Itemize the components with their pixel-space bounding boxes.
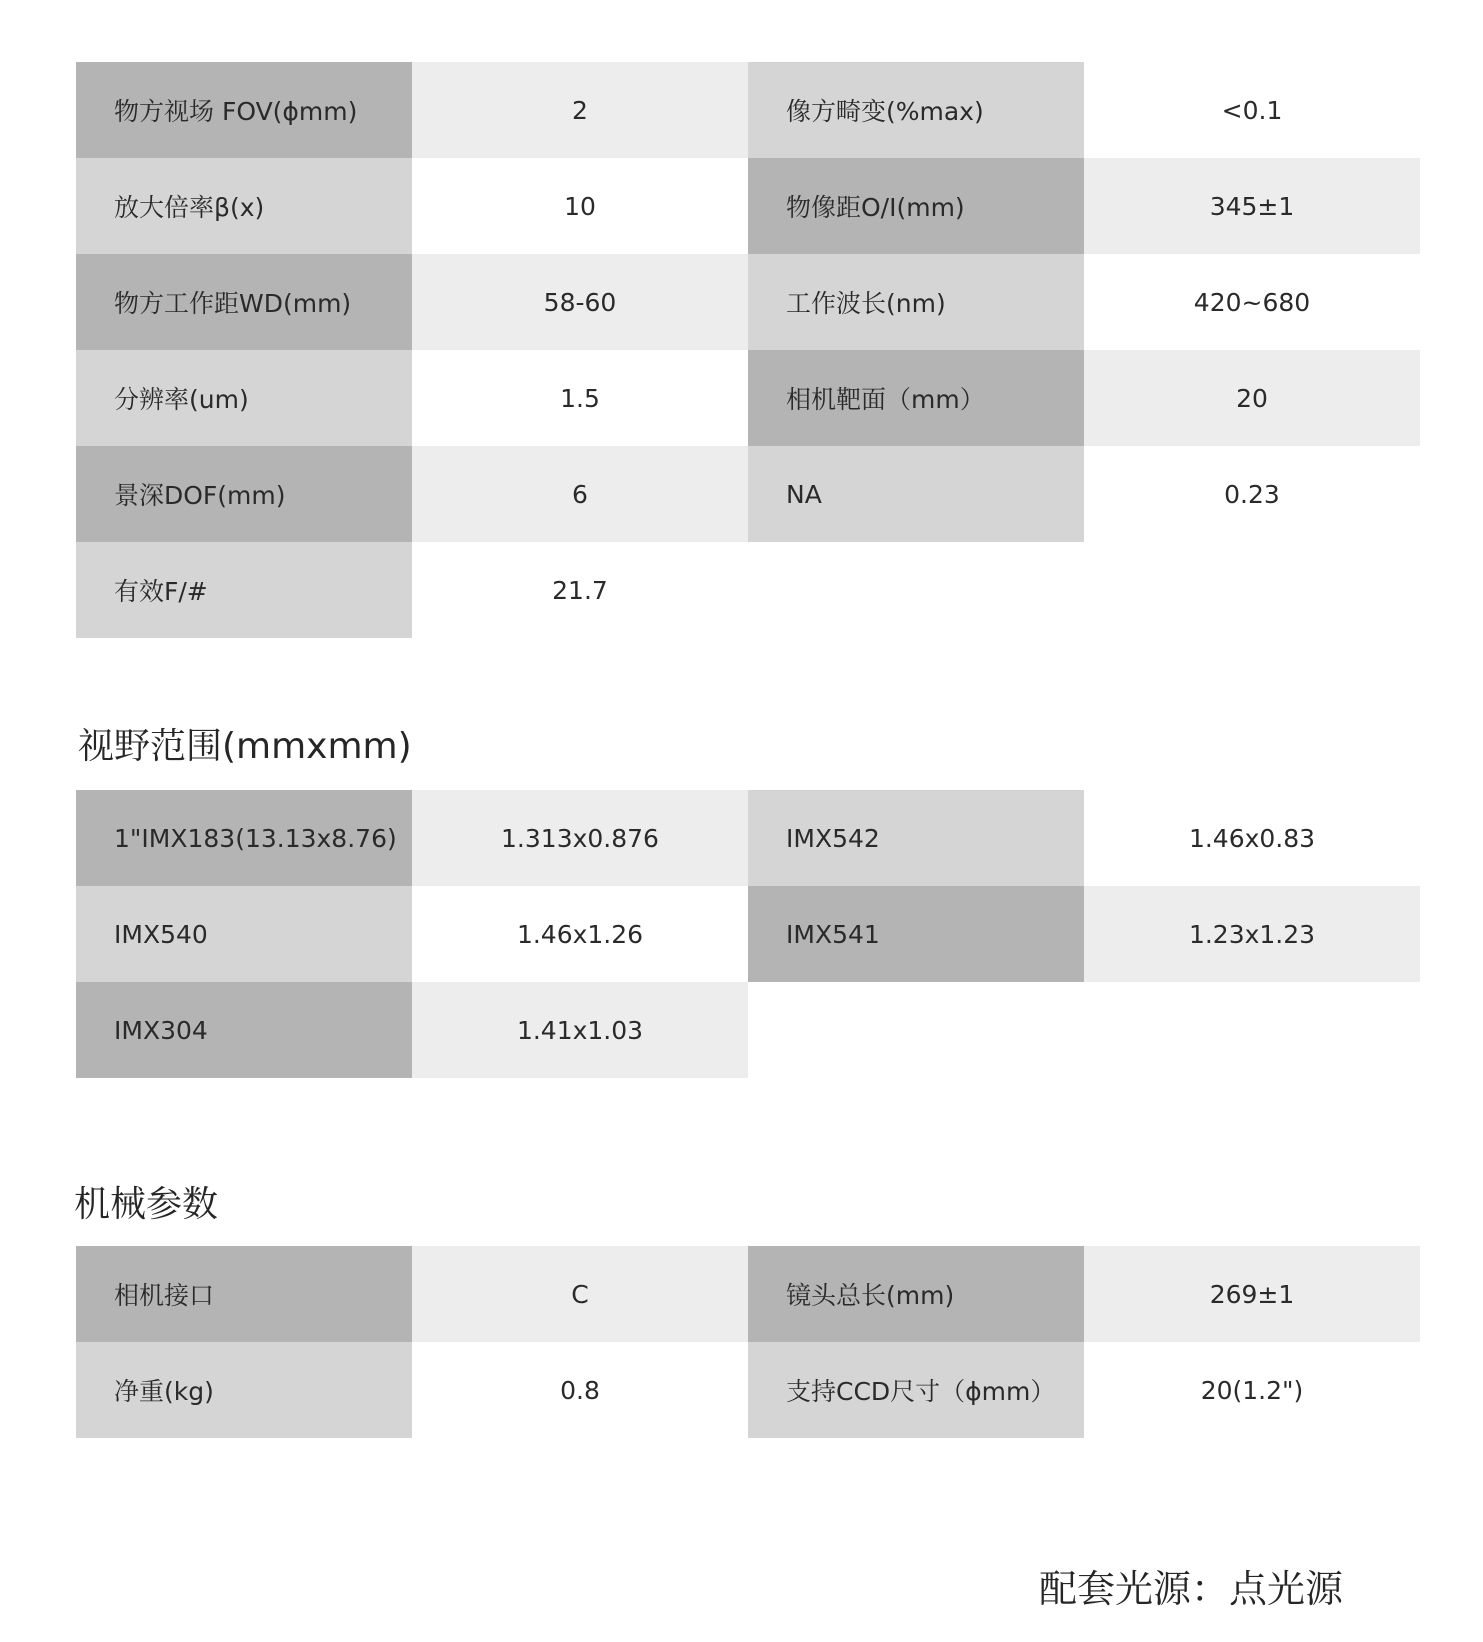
param-label: 分辨率(um) xyxy=(76,350,412,446)
param-label: 景深DOF(mm) xyxy=(76,446,412,542)
param-value: 345±1 xyxy=(1084,158,1420,254)
param-label: 物方工作距WD(mm) xyxy=(76,254,412,350)
light-source-note: 配套光源：点光源 xyxy=(1038,1567,1343,1611)
sensor-label: IMX304 xyxy=(76,982,412,1078)
param-label: 放大倍率β(x) xyxy=(76,158,412,254)
fov-section-title: 视野范围(mmxmm) xyxy=(78,726,412,767)
param-label: 工作波长(nm) xyxy=(748,254,1084,350)
sensor-label: IMX541 xyxy=(748,886,1084,982)
mech-label: 支持CCD尺寸（ϕmm） xyxy=(748,1342,1084,1438)
param-value: 20 xyxy=(1084,350,1420,446)
param-label: 相机靶面（mm） xyxy=(748,350,1084,446)
param-value: 0.23 xyxy=(1084,446,1420,542)
sensor-label: IMX542 xyxy=(748,790,1084,886)
param-label: 物像距O/I(mm) xyxy=(748,158,1084,254)
mech-value: 0.8 xyxy=(412,1342,748,1438)
sensor-label: IMX540 xyxy=(76,886,412,982)
fov-table xyxy=(76,790,1420,1078)
param-value: 420~680 xyxy=(1084,254,1420,350)
param-label: NA xyxy=(748,446,1084,542)
param-value: 10 xyxy=(412,158,748,254)
param-label: 像方畸变(%max) xyxy=(748,62,1084,158)
sensor-label: 1"IMX183(13.13x8.76) xyxy=(76,790,412,886)
param-value: 2 xyxy=(412,62,748,158)
mech-value: 269±1 xyxy=(1084,1246,1420,1342)
fov-value: 1.46x0.83 xyxy=(1084,790,1420,886)
fov-value: 1.41x1.03 xyxy=(412,982,748,1078)
mechanical-table xyxy=(76,1246,1420,1438)
mech-value: C xyxy=(412,1246,748,1342)
param-value: 1.5 xyxy=(412,350,748,446)
mech-label: 净重(kg) xyxy=(76,1342,412,1438)
mech-label: 镜头总长(mm) xyxy=(748,1246,1084,1342)
param-value: 6 xyxy=(412,446,748,542)
mechanical-section-title: 机械参数 xyxy=(74,1184,219,1225)
fov-value: 1.23x1.23 xyxy=(1084,886,1420,982)
fov-value: 1.313x0.876 xyxy=(412,790,748,886)
mech-label: 相机接口 xyxy=(76,1246,412,1342)
mech-value: 20(1.2") xyxy=(1084,1342,1420,1438)
param-value: 21.7 xyxy=(412,542,748,638)
param-value: <0.1 xyxy=(1084,62,1420,158)
param-label: 有效F/# xyxy=(76,542,412,638)
param-value: 58-60 xyxy=(412,254,748,350)
param-label: 物方视场 FOV(ϕmm) xyxy=(76,62,412,158)
optical-params-table xyxy=(76,62,1420,638)
fov-value: 1.46x1.26 xyxy=(412,886,748,982)
